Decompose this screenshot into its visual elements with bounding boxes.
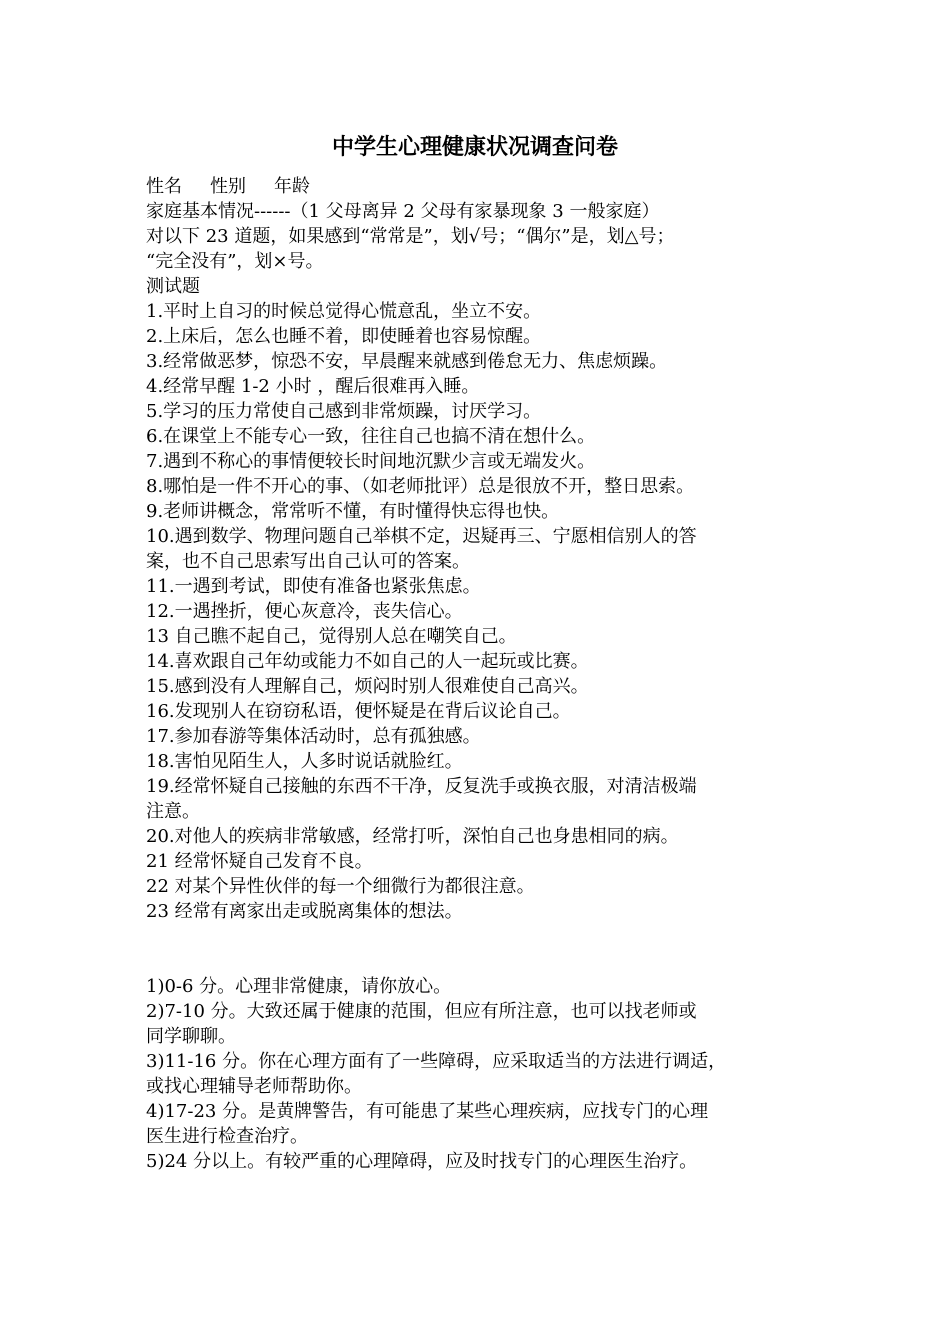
scoring-line: 3)11-16 分。你在心理方面有了一些障碍，应采取适当的方法进行调适， [146,1051,727,1072]
question-line: 5.学习的压力常使自己感到非常烦躁，讨厌学习。 [146,401,542,422]
question-line: 18.害怕见陌生人，人多时说话就脸红。 [146,751,463,772]
question-line: 10.遇到数学、物理问题自己举棋不定，迟疑再三、宁愿相信别人的答 [146,526,697,547]
question-line: 注意。 [146,801,200,822]
question-line: 6.在课堂上不能专心一致，往往自己也搞不清在想什么。 [146,426,596,447]
question-line: 13 自己瞧不起自己，觉得别人总在嘲笑自己。 [146,626,517,647]
question-line: 4.经常早醒 1-2 小时 ，醒后很难再入睡。 [146,376,480,397]
question-line: 8.哪怕是一件不开心的事、（如老师批评）总是很放不开，整日思索。 [146,476,695,497]
question-line: 20.对他人的疾病非常敏感，经常打听，深怕自己也身患相同的病。 [146,826,679,847]
question-line: 23 经常有离家出走或脱离集体的想法。 [146,901,463,922]
page-title: 中学生心理健康状况调查问卷 [331,135,618,160]
scoring-line: 1)0-6 分。心理非常健康，请你放心。 [146,976,452,997]
gender-label: 性别 [210,176,246,197]
question-line: 7.遇到不称心的事情便较长时间地沉默少言或无端发火。 [146,451,596,472]
scoring-line: 同学聊聊。 [146,1026,236,1047]
question-line: 12.一遇挫折，便心灰意冷，丧失信心。 [146,601,463,622]
scoring-line: 或找心理辅导老师帮助你。 [146,1076,362,1097]
personal-info-line [146,174,816,199]
question-line: 22 对某个异性伙伴的每一个细微行为都很注意。 [146,876,535,897]
question-line: 17.参加春游等集体活动时，总有孤独感。 [146,726,481,747]
age-label: 年龄 [274,176,310,197]
section-label: 测试题 [146,276,200,297]
family-info-line: 家庭基本情况------（1 父母离异 2 父母有家暴现象 3 一般家庭） [146,201,660,222]
document-body [146,174,816,1174]
question-line: 3.经常做恶梦，惊恐不安，早晨醒来就感到倦怠无力、焦虑烦躁。 [146,351,668,372]
scoring-line: 2)7-10 分。大致还属于健康的范围，但应有所注意，也可以找老师或 [146,1001,697,1022]
scoring-line: 5)24 分以上。有较严重的心理障碍，应及时找专门的心理医生治疗。 [146,1151,698,1172]
question-line: 14.喜欢跟自己年幼或能力不如自己的人一起玩或比赛。 [146,651,589,672]
question-line: 9.老师讲概念，常常听不懂，有时懂得快忘得也快。 [146,501,560,522]
instruction-line-1: 对以下 23 道题，如果感到“常常是”，划√号；“偶尔”是，划△号； [146,226,675,247]
section-spacer [146,924,816,974]
scoring-line: 医生进行检查治疗。 [146,1126,308,1147]
question-line: 11.一遇到考试，即使有准备也紧张焦虑。 [146,576,481,597]
instruction-line-2: “完全没有”，划×号。 [146,251,324,272]
question-line: 19.经常怀疑自己接触的东西不干净，反复洗手或换衣服，对清洁极端 [146,776,697,797]
question-line: 2.上床后，怎么也睡不着，即使睡着也容易惊醒。 [146,326,542,347]
question-line: 16.发现别人在窃窃私语，便怀疑是在背后议论自己。 [146,701,571,722]
question-line: 15.感到没有人理解自己，烦闷时别人很难使自己高兴。 [146,676,589,697]
scoring-line: 4)17-23 分。是黄牌警告，有可能患了某些心理疾病，应找专门的心理 [146,1101,709,1122]
question-line: 21 经常怀疑自己发育不良。 [146,851,373,872]
question-line: 案，也不自己思索写出自己认可的答案。 [146,551,470,572]
question-line: 1.平时上自习的时候总觉得心慌意乱，坐立不安。 [146,301,542,322]
name-label: 性名 [146,176,182,197]
